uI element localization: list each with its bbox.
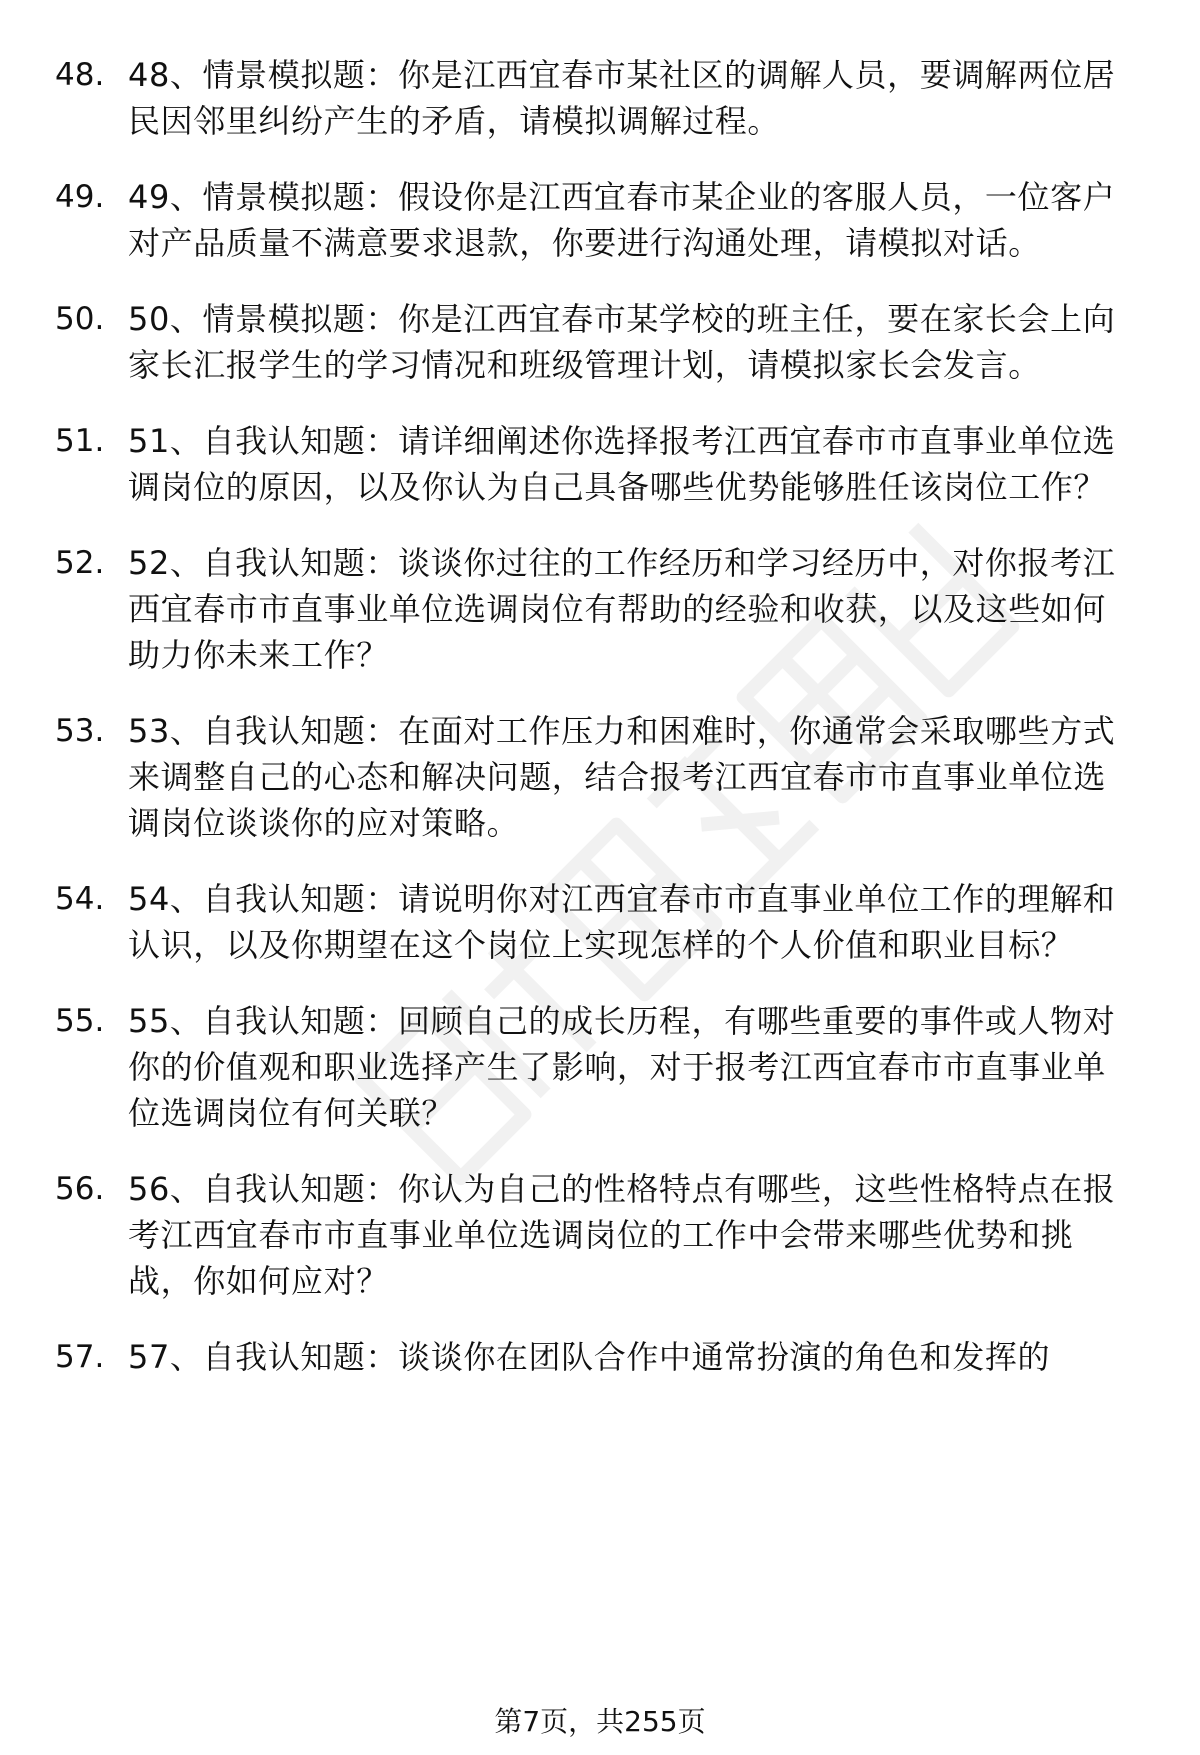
list-item [0, 296, 1200, 388]
page-footer: 第7页，共255页 [494, 1705, 706, 1738]
question-text: 54、自我认知题：请说明你对江西宜春市市直事业单位工作的理解和认识，以及你期望在这个岗位上实现怎样的个人价值和职业目标？ [128, 880, 1116, 964]
question-text: 50、情景模拟题：你是江西宜春市某学校的班主任，要在家长会上向家长汇报学生的学习情况和班级管理计划，请模拟家长会发言。 [128, 300, 1116, 384]
list-item [0, 998, 1200, 1136]
list-item [0, 1334, 1200, 1380]
question-number: 56. [55, 1171, 105, 1207]
question-number: 53. [55, 713, 105, 749]
question-number: 57. [55, 1339, 105, 1375]
list-item [0, 876, 1200, 968]
question-text: 48、情景模拟题：你是江西宜春市某社区的调解人员，要调解两位居民因邻里纠纷产生的矛盾，请模拟调解过程。 [128, 56, 1116, 140]
question-text: 53、自我认知题：在面对工作压力和困难时，你通常会采取哪些方式来调整自己的心态和解决问题，结合报考江西宜春市市直事业单位选调岗位谈谈你的应对策略。 [128, 712, 1116, 842]
list-item [0, 418, 1200, 510]
question-text: 57、自我认知题：谈谈你在团队合作中通常扮演的角色和发挥的 [128, 1338, 1051, 1376]
question-text: 56、自我认知题：你认为自己的性格特点有哪些，这些性格特点在报考江西宜春市市直事业单位选调岗位的工作中会带来哪些优势和挑战，你如何应对？ [128, 1170, 1116, 1300]
question-number: 54. [55, 881, 105, 917]
document-body [0, 52, 1200, 1410]
question-number: 55. [55, 1003, 105, 1039]
question-number: 51. [55, 423, 105, 459]
list-item [0, 1166, 1200, 1304]
list-item [0, 540, 1200, 678]
question-number: 50. [55, 301, 105, 337]
question-number: 52. [55, 545, 105, 581]
question-text: 49、情景模拟题：假设你是江西宜春市某企业的客服人员，一位客户对产品质量不满意要求退款，你要进行沟通处理，请模拟对话。 [128, 178, 1116, 262]
question-number: 49. [55, 179, 105, 215]
list-item [0, 52, 1200, 144]
question-text: 52、自我认知题：谈谈你过往的工作经历和学习经历中，对你报考江西宜春市市直事业单位选调岗位有帮助的经验和收获，以及这些如何助力你未来工作？ [128, 544, 1116, 674]
question-number: 48. [55, 57, 105, 93]
question-text: 51、自我认知题：请详细阐述你选择报考江西宜春市市直事业单位选调岗位的原因，以及你认为自己具备哪些优势能够胜任该岗位工作？ [128, 422, 1116, 506]
question-text: 55、自我认知题：回顾自己的成长历程，有哪些重要的事件或人物对你的价值观和职业选择产生了影响，对于报考江西宜春市市直事业单位选调岗位有何关联？ [128, 1002, 1116, 1132]
list-item [0, 708, 1200, 846]
list-item [0, 174, 1200, 266]
